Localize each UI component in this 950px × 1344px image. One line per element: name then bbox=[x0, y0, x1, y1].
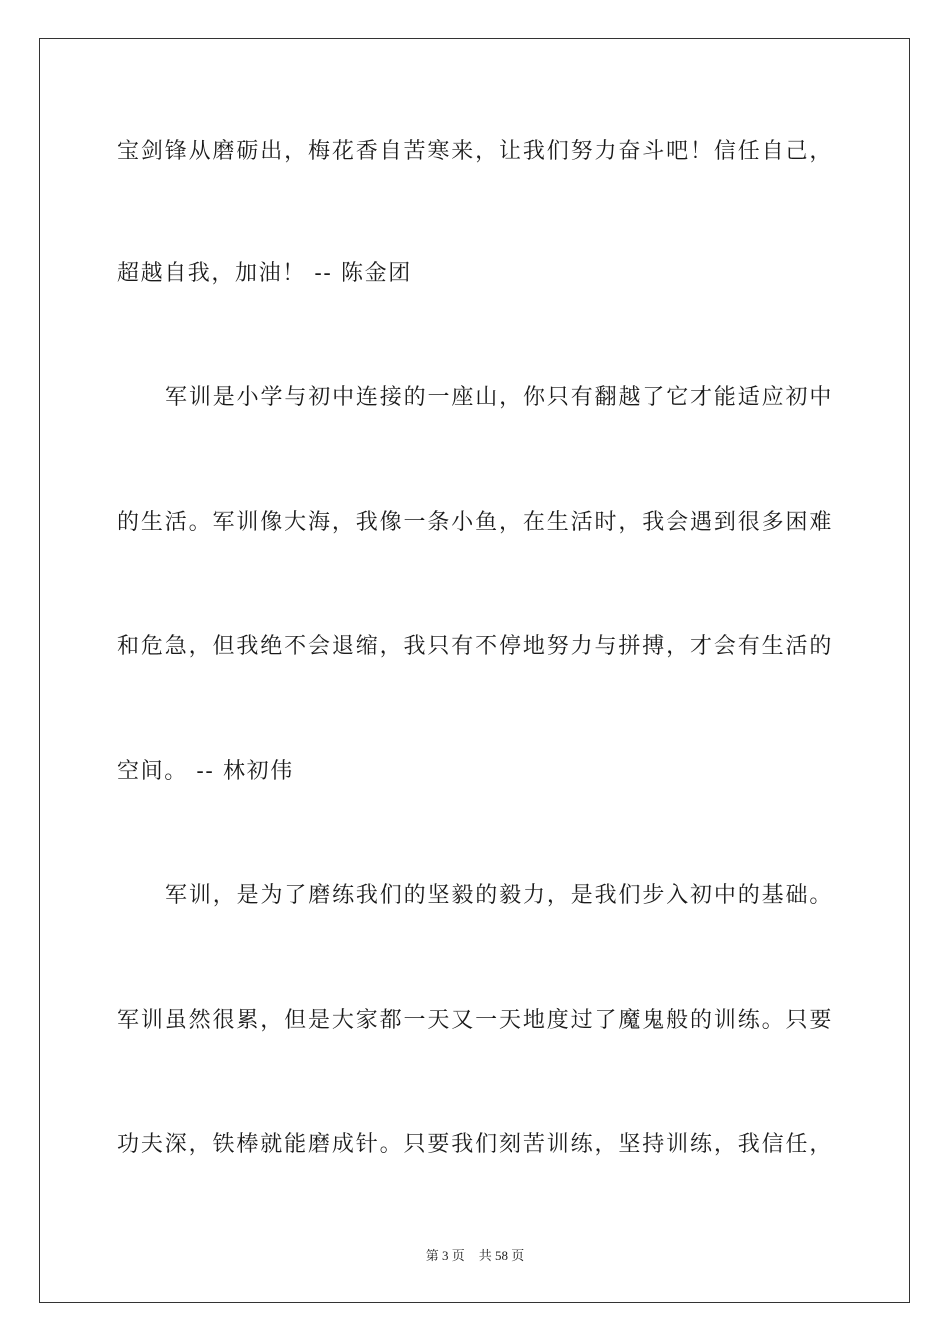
text-line-9: 功夫深，铁棒就能磨成针。只要我们刻苦训练，坚持训练，我信任， bbox=[117, 1132, 833, 1157]
text-line-6: 空间。 -- 林初伟 bbox=[117, 759, 294, 784]
text-line-5: 和危急，但我绝不会退缩，我只有不停地努力与拼搏，才会有生活的 bbox=[117, 634, 833, 659]
text-line-1: 宝剑锋从磨砺出，梅花香自苦寒来，让我们努力奋斗吧！信任自己， bbox=[117, 139, 833, 164]
text-line-7: 军训，是为了磨练我们的坚毅的毅力，是我们步入初中的基础。 bbox=[165, 883, 833, 908]
page-border bbox=[39, 38, 910, 1303]
text-line-3: 军训是小学与初中连接的一座山，你只有翻越了它才能适应初中 bbox=[165, 385, 833, 410]
page-footer bbox=[0, 1247, 950, 1265]
text-line-8: 军训虽然很累，但是大家都一天又一天地度过了魔鬼般的训练。只要 bbox=[117, 1008, 833, 1033]
text-line-2: 超越自我，加油！ -- 陈金团 bbox=[117, 261, 412, 286]
page-number: 第 3 页 bbox=[425, 1248, 465, 1263]
text-line-4: 的生活。军训像大海，我像一条小鱼，在生活时，我会遇到很多困难 bbox=[117, 510, 833, 535]
page-total: 共 58 页 bbox=[478, 1248, 525, 1263]
